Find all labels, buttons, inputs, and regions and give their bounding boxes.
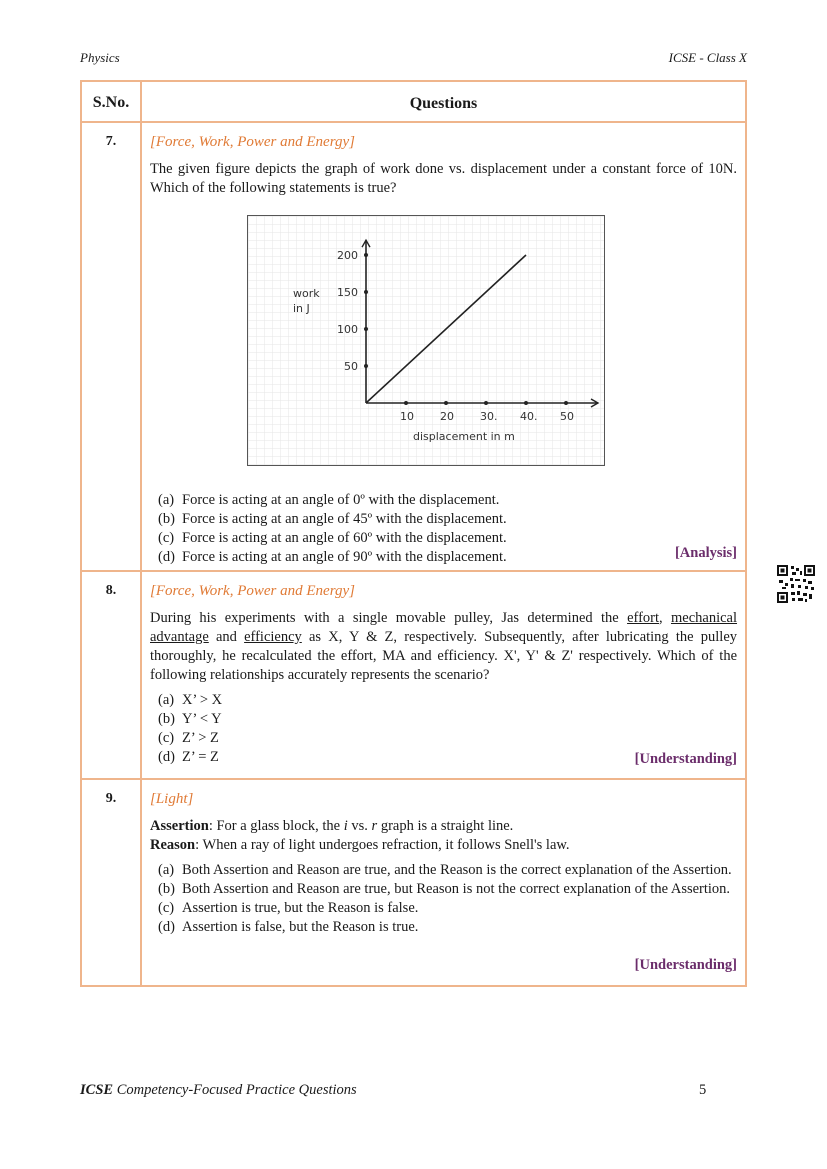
header-board: ICSE - Class X — [668, 50, 747, 65]
x-tick-mark — [404, 401, 408, 405]
x-tick-mark — [484, 401, 488, 405]
x-tick-label: 40. — [520, 410, 538, 423]
x-tick-label: 50 — [560, 410, 574, 423]
options-list — [158, 861, 744, 937]
y-tick-label: 100 — [337, 323, 358, 336]
option-d: (d) Force is acting at an angle of 90º with the displacement. — [158, 549, 507, 565]
question-row-7 — [82, 123, 745, 572]
options-list — [158, 691, 358, 767]
graph-svg — [248, 216, 604, 465]
work-displacement-graph — [247, 215, 605, 466]
option-a: (a) Force is acting at an angle of 0º with the displacement. — [158, 492, 500, 508]
term-effort: effort — [627, 610, 660, 626]
assertion-line: Assertion: For a glass block, the i vs. r graph is a straight line. — [150, 818, 514, 834]
option-c: (c) Assertion is true, but the Reason is false. — [158, 900, 419, 916]
option-b: (b) Y’ < Y — [158, 711, 222, 727]
question-cell — [142, 123, 745, 570]
question-row-9 — [82, 780, 745, 985]
y-axis-label-line1: work — [293, 287, 320, 300]
option-b: (b) Both Assertion and Reason are true, but Reason is not the correct explanation of the Assertion. — [158, 881, 731, 897]
x-tick-mark — [444, 401, 448, 405]
option-a: (a) Both Assertion and Reason are true, and the Reason is the correct explanation of the Assertion. — [158, 862, 732, 878]
header-subject: Physics — [80, 50, 120, 65]
cognitive-tag: [Understanding] — [634, 957, 737, 973]
x-tick-mark — [564, 401, 568, 405]
questions-table — [80, 80, 747, 987]
y-tick-mark — [364, 327, 368, 331]
question-stem: During his experiments with a single movable pulley, Jas determined the effort, mechanical advantage and efficiency as X, Y & Z, respectively. Subsequently, after lubricating the pulley thoroughly, he recalculated the effort, MA and efficiency. X', Y' & Z' respectively. Which of the following relationships accurately represents the scenario? — [150, 610, 738, 683]
question-number: 7. — [82, 123, 142, 570]
footer-title: ICSE Competency-Focused Practice Questions — [80, 1082, 357, 1098]
question-stem: The given figure depicts the graph of work done vs. displacement under a constant force of 10N. Which of the following statements is true? — [150, 161, 737, 196]
y-tick-label: 200 — [337, 249, 358, 262]
questions-header: Questions — [409, 95, 478, 112]
option-b: (b) Force is acting at an angle of 45º with the displacement. — [158, 511, 507, 527]
question-cell — [142, 780, 745, 985]
y-tick-mark — [364, 290, 368, 294]
options-list — [158, 491, 678, 567]
question-cell — [142, 572, 745, 778]
y-tick-label: 150 — [337, 286, 358, 299]
table-header-row — [82, 82, 745, 123]
term-mechanical-advantage: mechanical advantage — [150, 610, 738, 645]
x-tick-label: 30. — [480, 410, 498, 423]
question-number: 8. — [82, 572, 142, 778]
topic-label: [Force, Work, Power and Energy] — [150, 583, 355, 599]
page-number: 5 — [699, 1082, 707, 1098]
y-tick-mark — [364, 253, 368, 257]
option-c: (c) Force is acting at an angle of 60º with the displacement. — [158, 530, 507, 546]
sno-header: S.No. — [82, 82, 142, 121]
question-row-8 — [82, 572, 745, 780]
qr-code-icon[interactable] — [777, 565, 815, 603]
option-a: (a) X’ > X — [158, 692, 223, 708]
topic-label: [Light] — [150, 791, 194, 807]
topic-label: [Force, Work, Power and Energy] — [150, 134, 355, 150]
x-tick-mark — [524, 401, 528, 405]
cognitive-tag: [Understanding] — [634, 751, 737, 767]
question-number: 9. — [82, 780, 142, 985]
reason-line: Reason: When a ray of light undergoes refraction, it follows Snell's law. — [150, 837, 570, 853]
term-efficiency: efficiency — [244, 629, 302, 645]
y-tick-mark — [364, 364, 368, 368]
x-axis-label: displacement in m — [413, 430, 515, 443]
y-tick-label: 50 — [344, 360, 358, 373]
option-d: (d) Assertion is false, but the Reason is true. — [158, 919, 419, 935]
option-d: (d) Z’ = Z — [158, 749, 219, 765]
x-tick-label: 10 — [400, 410, 414, 423]
option-c: (c) Z’ > Z — [158, 730, 219, 746]
y-axis-label-line2: in J — [293, 302, 310, 315]
cognitive-tag: [Analysis] — [674, 545, 737, 561]
x-tick-label: 20 — [440, 410, 454, 423]
